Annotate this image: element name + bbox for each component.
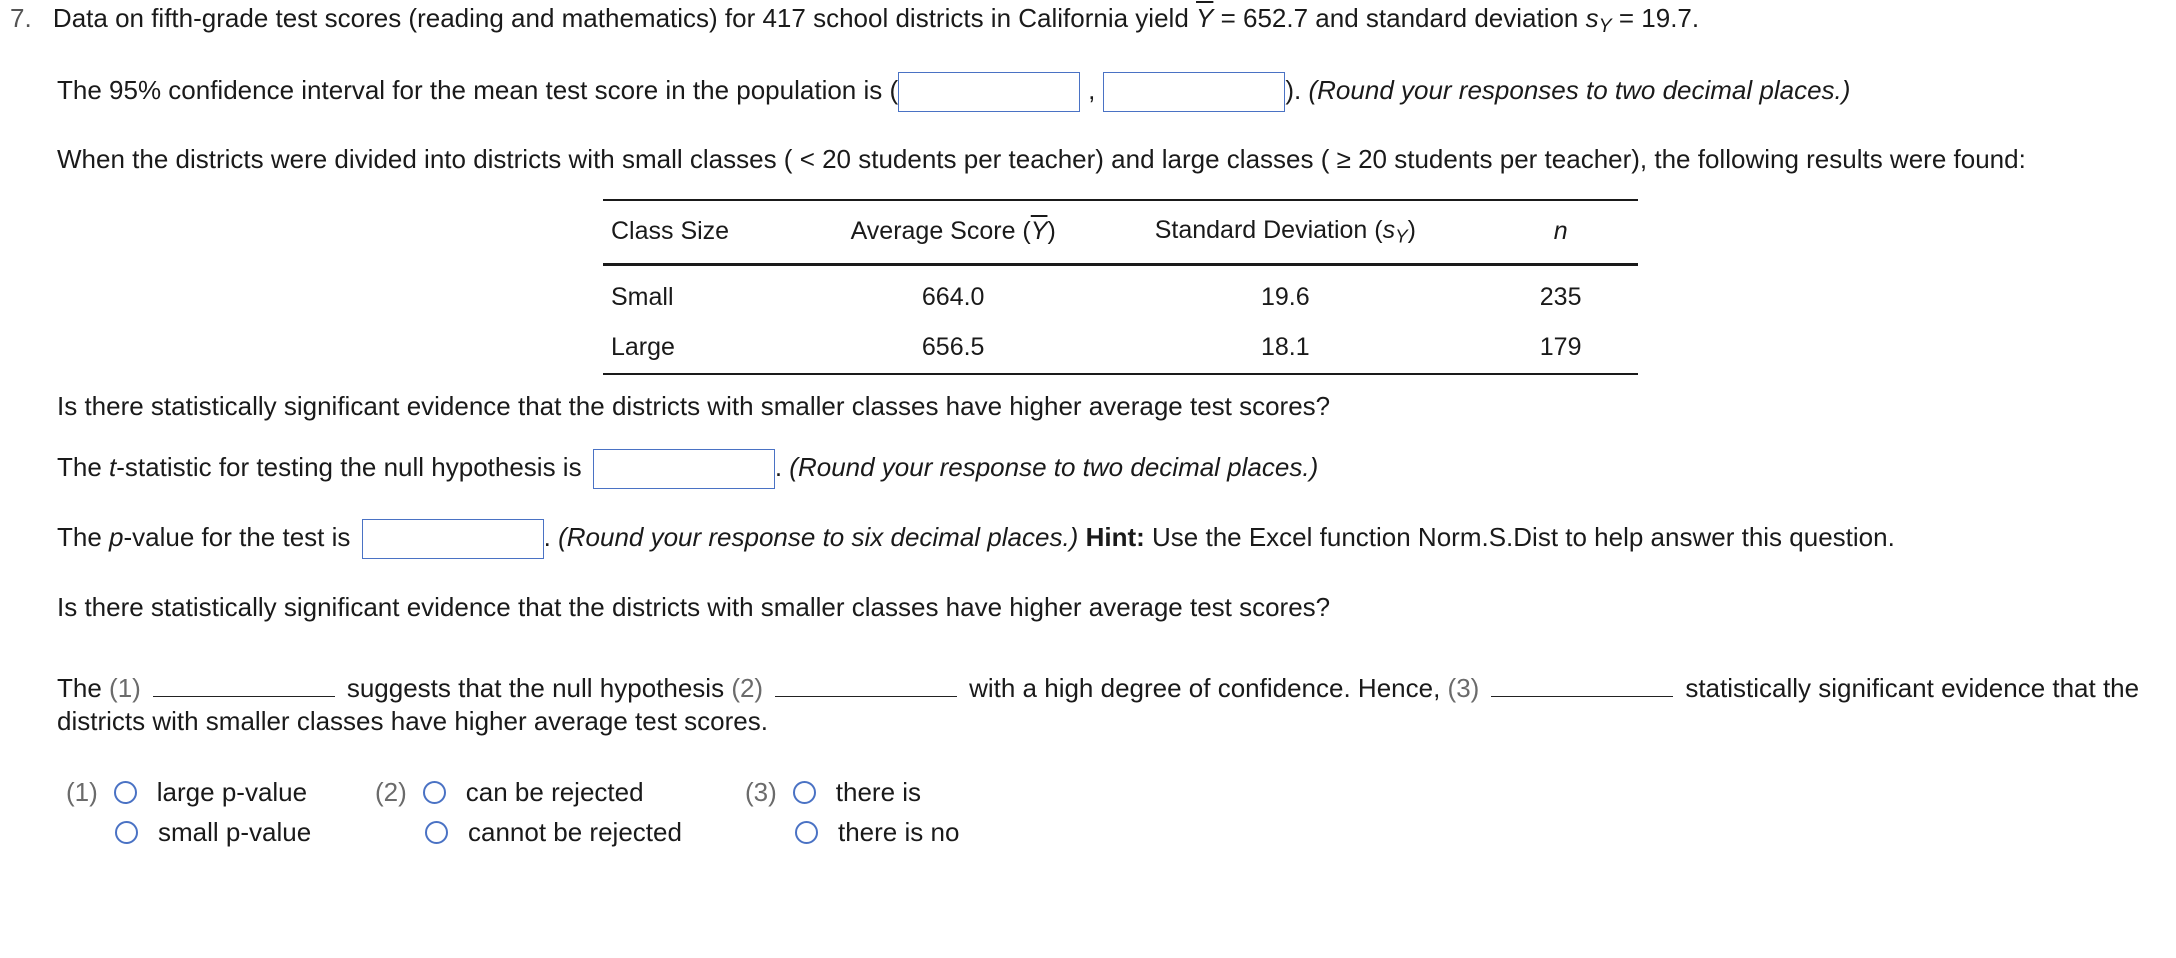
header-n: n [1483,200,1638,265]
ybar-symbol: $\overline{Y}$ [1196,3,1214,33]
question-mean-value: = 652.7 and standard deviation [1220,3,1579,33]
ci-lower-input[interactable] [898,72,1080,112]
option-label[interactable]: cannot be rejected [468,817,682,847]
p-value-line: The p-value for the test is . (Round your response to six decimal places.) Hint: Use the Excel function Norm.S.Dist to help answer this question. [57,519,1895,559]
option-group-3 [745,776,921,809]
ci-text: The 95% confidence interval for the mean test score in the population is ( [57,74,899,105]
ci-line [57,72,1850,112]
cell-class-size: Small [611,283,674,312]
question-number: 7. [10,3,32,33]
header-std-dev: Standard Deviation $(s_Y)$ [1087,200,1483,265]
split-text: When the districts were divided into districts with small classes ( < 20 students per teacher) and large classes ( ≥ 20 students per teacher), the following results were found: [57,144,2026,174]
option-label[interactable]: there is [835,777,922,807]
radio-can-be-rejected[interactable] [423,781,446,804]
p-value-input[interactable] [362,519,544,559]
ci-round-note: (Round your responses to two decimal places.) [1308,74,1851,105]
p-round-note: (Round your response to six decimal places.) [558,521,1079,552]
t-stat-input[interactable] [593,449,775,489]
blank-marker-2: (2) [731,673,764,703]
header-average-score: Average Score $(\overline{Y})$ [819,200,1087,265]
results-table [603,199,1638,375]
header-class-size: Class Size [603,200,819,265]
option-label[interactable]: large p-value [156,777,308,807]
option-group-2 [375,776,644,809]
cell-std-dev: 19.6 [1260,283,1310,312]
fill-sentence-line1: The (1) suggests that the null hypothesis (2) with a high degree of confidence. Hence, (3) statistically significant evidence that the [57,673,2140,703]
option-row [795,816,959,849]
group-marker-2: (2) [375,777,407,807]
radio-large-p-value[interactable] [114,781,137,804]
ci-upper-input[interactable] [1103,72,1285,112]
cell-n: 179 [1483,323,1638,374]
s-symbol: $s_Y$ [1585,3,1612,37]
t-stat-text: -statistic for testing the null hypothesis is [116,451,582,482]
group-marker-1: (1) [66,777,98,807]
option-row [425,816,682,849]
fill-sentence-line2: districts with smaller classes have higher average test scores. [57,706,768,736]
question-sd-value: = 19.7. [1618,3,1700,33]
blank-1 [153,696,335,697]
evidence-question-2: Is there statistically significant evidence that the districts with smaller classes have higher average test scores? [57,592,1331,622]
ci-comma: , [1088,74,1096,105]
radio-there-is-no[interactable] [795,821,818,844]
ci-close: ). [1285,74,1302,105]
blank-2 [775,696,957,697]
t-stat-line: The t-statistic for testing the null hypothesis is . (Round your response to two decimal places.) [57,449,1318,489]
option-row [115,816,311,849]
p-symbol: p [109,521,124,552]
blank-marker-3: (3) [1447,673,1480,703]
table-row [603,265,1638,324]
evidence-question-1: Is there statistically significant evidence that the districts with smaller classes have higher average test scores? [57,391,1331,421]
cell-class-size: Large [603,323,819,374]
option-label[interactable]: there is no [838,817,960,847]
cell-std-dev: 18.1 [1087,323,1483,374]
hint-text: Use the Excel function Norm.S.Dist to help answer this question. [1152,521,1895,552]
cell-average: 656.5 [819,323,1087,374]
option-label[interactable]: can be rejected [465,777,644,807]
radio-cannot-be-rejected[interactable] [425,821,448,844]
t-round-note: (Round your response to two decimal places.) [789,451,1319,482]
question-header [10,2,1699,38]
blank-marker-1: (1) [109,673,141,703]
hint-label: Hint: [1085,521,1145,552]
cell-n: 235 [1539,283,1582,312]
p-value-text: -value for the test is [123,521,351,552]
radio-there-is[interactable] [793,781,816,804]
question-intro: Data on fifth-grade test scores (reading and mathematics) for 417 school districts in California yield [52,3,1189,33]
group-marker-3: (3) [745,777,777,807]
blank-3 [1491,696,1673,697]
table-header-row [603,200,1638,265]
option-label[interactable]: small p-value [158,817,312,847]
table-row [603,323,1638,374]
radio-small-p-value[interactable] [115,821,138,844]
cell-average: 664.0 [921,283,985,312]
t-symbol: t [109,451,117,482]
option-group-1 [66,776,307,809]
